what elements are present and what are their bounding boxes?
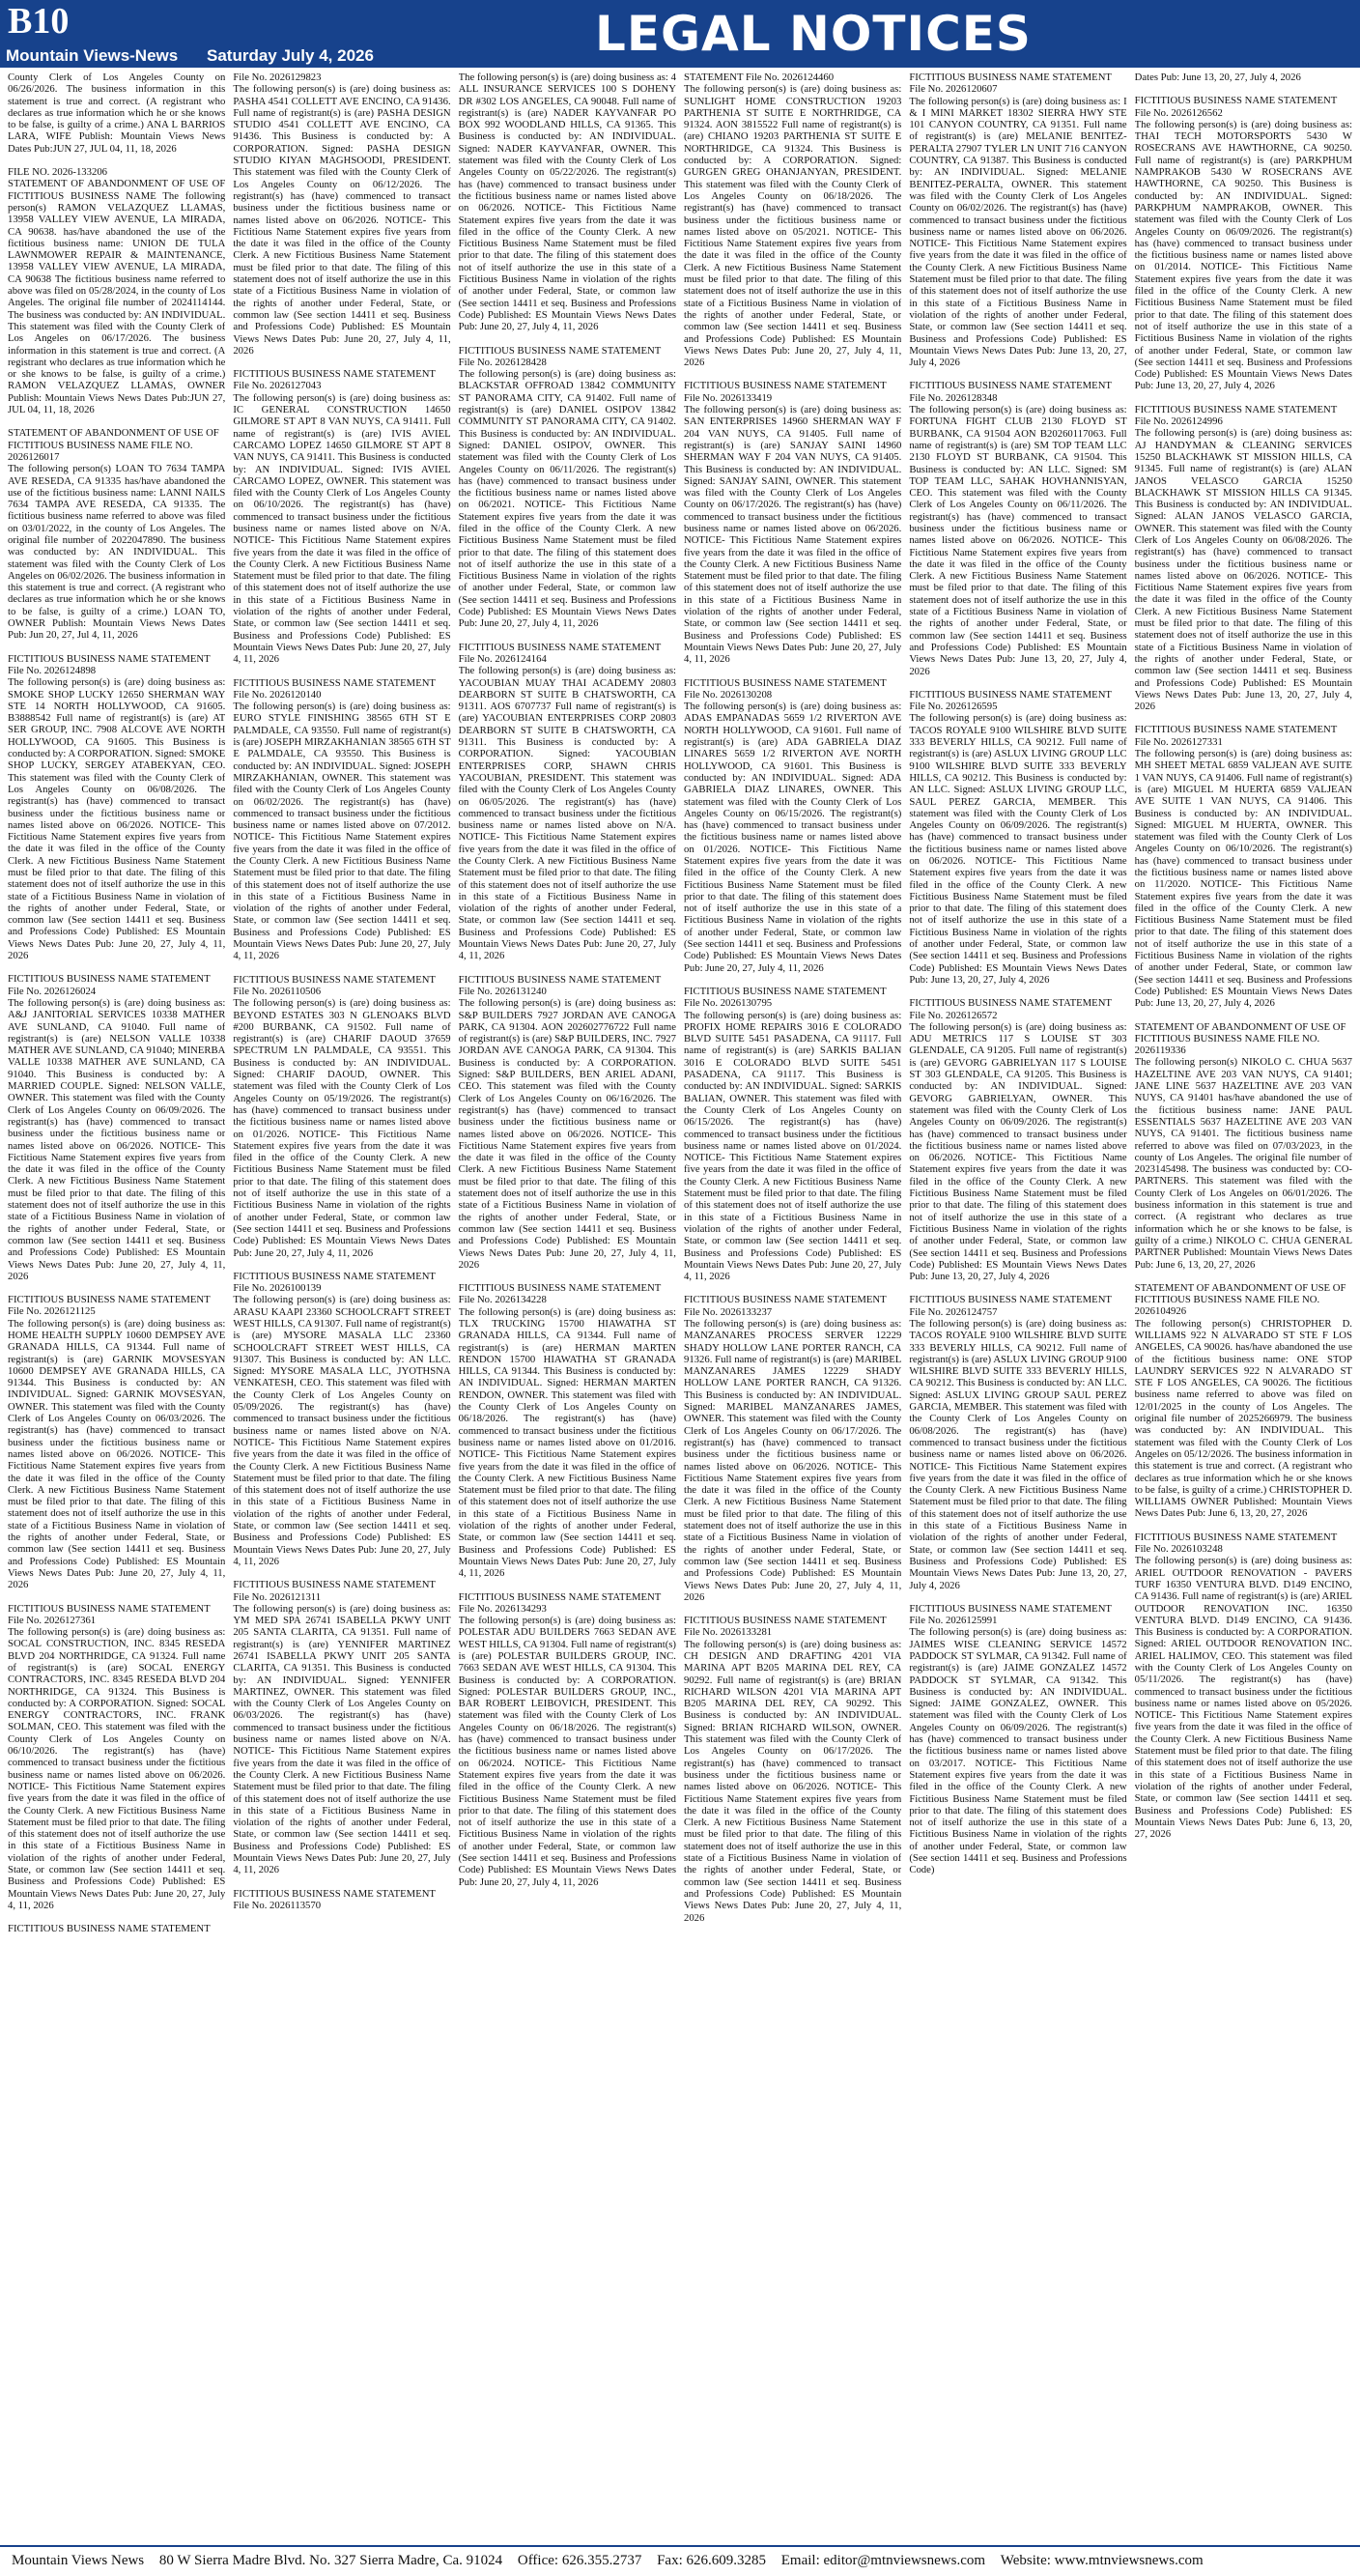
footer-paper: Mountain Views News [12, 2553, 145, 2568]
notice-body: The following person(s) LOAN TO 7634 TAMPA AVE RESEDA, CA 91335 has/have abandoned the use of the fictitious business name: LANNI NAILS 7634 TAMPA AVE RESEDA, CA 91335. The fictitious business name referred to above was filed on 03/01/2022, in the county of Los Angeles. The original file number of 2022047890. The business was conducted by: AN INDIVIDUAL. This statement was filed with the County Clerk of Los Angeles on 06/02/2026. The business information in this statement is true and correct. (A registrant who declares as true information which he or she knows to be false, is guilty of a crime.) LOAN TO, OWNER Publish: Mountain Views News Dates Pub: Jun 20, 27, Jul 4, 11, 2026 [8, 463, 226, 642]
notice-title: STATEMENT OF ABANDONMENT OF USE OF FICTITIOUS BUSINESS NAME FILE NO. 2026126017 [8, 427, 219, 463]
notice-body: The following person(s) is (are) doing business as: SOCAL CONSTRUCTION, INC. 8345 RESEDA BLVD 204 NORTHRIDGE, CA 91324. Full name of registrant(s) is (are) SOCAL ENERGY CONTRACTORS, INC. 8345 RESEDA BLVD 204 NORTHRIDGE, CA 91324. This Business is conducted by: A CORPORATION. Signed: SOCAL ENERGY CONTRACTORS, INC. FRANK SOLMAN, CEO. This statement was filed with the County Clerk of Los Angeles County on 06/10/2026. The registrant(s) has (have) commenced to transact business under the fictitious business name or names listed above on 06/2026. NOTICE- This Fictitious Name Statement expires five years from the date it was filed in the office of the County Clerk. A new Fictitious Business Name Statement must be filed prior to that date. The filing of this statement does not of itself authorize the use in this state of a Fictitious Business Name in violation of the rights of another under Federal, State, or common law (See section 14411 et seq. Business and Professions Code) Published: ES Mountain Views News Dates Pub: June 20, 27, July 4, 11, 2026 [8, 1626, 226, 1911]
legal-notice [233, 677, 450, 962]
notice-body: The following person(s) is (are) doing business as: FORTUNA FIGHT CLUB 2130 FLOYD ST BURBANK, CA 91504 AON B20260117063. Full name of registrant(s) is (are) SM TOP TEAM LLC 2130 FLOYD ST BURBANK, CA 91504. This Business is conducted by: AN LLC. Signed: SM TOP TEAM LLC, SAHAK HOVHANNISYAN, CEO. This statement was filed with the County Clerk of Los Angeles County on 06/11/2026. The registrant(s) has (have) commenced to transact business under the fictitious business name or names listed above on 06/2026. NOTICE- This Fictitious Name Statement expires five years from the date it was filed in the office of the County Clerk. A new Fictitious Business Name Statement must be filed prior to that date. The filing of this statement does not of itself authorize the use in this state of a Fictitious Business Name in violation of the rights of another under Federal, State, or common law (See section 14411 et seq. Business and Professions Code) Published: ES Mountain Views News Dates Pub: June 13, 20, 27, July 4, 2026 [909, 404, 1127, 677]
notice-title: FICTITIOUS BUSINESS NAME STATEMENT File No. 2026131240 [458, 973, 662, 997]
notice-body: The following person(s) is (are) doing business as: SMOKE SHOP LUCKY 12650 SHERMAN WAY STE 14 NORTH HOLLYWOOD, CA 91605. B3888542 Full name of registrant(s) is (are) AT SER GROUP, INC. 7908 ALCOVE AVE NORTH HOLLYWOOD, CA 91605. This Business is conducted by: A CORPORATION. Signed: SMOKE SHOP LUCKY, SERGEY ATABEKYAN, CEO. This statement was filed with the County Clerk of Los Angeles County on 06/08/2026. The registrant(s) has (have) commenced to transact business under the fictitious business name or names listed above on 06/2026. NOTICE- This Fictitious Name Statement expires five years from the date it was filed in the office of the County Clerk. A new Fictitious Business Name Statement must be filed prior to that date. The filing of this statement does not of itself authorize the use in this state of a Fictitious Business Name in violation of the rights of another under Federal, State, or common law (See section 14411 et seq. Business and Professions Code) Published: ES Mountain Views News Dates Pub: June 20, 27, July 4, 11, 2026 [8, 676, 226, 962]
legal-notice [8, 166, 225, 415]
legal-notice [8, 1294, 225, 1590]
footer-address: 80 W Sierra Madre Blvd. No. 327 Sierra Madre, Ca. 91024 [158, 2553, 503, 2568]
notice-title: STATEMENT OF ABANDONMENT OF USE OF FICTITIOUS BUSINESS NAME FILE NO. 2026104926 [1134, 1281, 1346, 1318]
notice-title: FICTITIOUS BUSINESS NAME STATEMENT File No. 2026120140 [233, 676, 436, 701]
notice-body: The following person(s) is (are) doing business as: I & I MINI MARKET 18302 SIERRA HWY STE 101 CANYON COUNTRY, CA 91351. Full name of registrant(s) is (are) MELANIE BENITEZ-PERALTA 27907 TYLER LN UNIT 716 CANYON COUNTRY, CA 91387. This Business is conducted by: AN INDIVIDUAL. Signed: MELANIE BENITEZ-PERALTA, OWNER. This statement was filed with the County Clerk of Los Angeles County on 06/02/2026. The registrant(s) has (have) commenced to transact business under the fictitious business name or names listed above on 06/2026. NOTICE- This Fictitious Name Statement expires five years from the date it was filed in the office of the County Clerk. A new Fictitious Business Name Statement must be filed prior to that date. The filing of this statement does not of itself authorize the use in this state of a Fictitious Business Name in violation of the rights of another under Federal, State, or common law (See section 14411 et seq. Business and Professions Code) Published: ES Mountain Views News Dates Pub: June 13, 20, 27, July 4, 2026 [909, 95, 1127, 369]
notice-body: The following person(s) NIKOLO C. CHUA 5637 HAZELTINE AVE 203 VAN NUYS, CA 91401; JANE LINE 5637 HAZELTINE AVE 203 VAN NUYS, CA 91401 has/have abandoned the use of the fictitious business name: JANE PAUL ESSENTIALS 5637 HAZELTINE AVE 203 VAN NUYS, CA 91401. The fictitious business name referred to above was filed on 07/03/2023, in the county of Los Angeles. The original file number of 2023145498. The business was conducted by: CO-PARTNERS. This statement was filed with the County Clerk of Los Angeles on 06/01/2026. The business information in this statement is true and correct. (A registrant who declares as true information which he or she knows to be false, is guilty of a crime.) NIKOLO C. CHUA GENERAL PARTNER Published: Mountain Views News Dates Pub: June 6, 13, 20, 27, 2026 [1134, 1056, 1352, 1271]
section-title: LEGAL NOTICES [595, 6, 1032, 62]
notice-body: The following person(s) is (are) doing business as: THAI TECH MOTORSPORTS 5430 W ROSECRANS AVE HAWTHORNE, CA 90250. Full name of registrant(s) is (are) PARKPHUM NAMPRAKOB 5430 W ROSECRANS AVE HAWTHORNE, CA 90250. This Business is conducted by: AN INDIVIDUAL. Signed: PARKPHUM NAMPRAKOB, OWNER. This statement was filed with the County Clerk of Los Angeles County on 06/09/2026. The registrant(s) has (have) commenced to transact business under the fictitious business name or names listed above on 01/2014. NOTICE- This Fictitious Name Statement expires five years from the date it was filed in the office of the County Clerk. A new Fictitious Business Name Statement must be filed prior to that date. The filing of this statement does not of itself authorize the use in this state of a Fictitious Business Name in violation of the rights of another under Federal, State, or common law (See section 14411 et seq. Business and Professions Code) Published: ES Mountain Views News Dates Pub: June 13, 20, 27, July 4, 2026 [1134, 118, 1352, 392]
notice-title: FICTITIOUS BUSINESS NAME STATEMENT File No. 2026126572 [909, 997, 1112, 1021]
notice-body: The following person(s) is (are) doing business as: JAIMES WISE CLEANING SERVICE 14572 PADDOCK ST SYLMAR, CA 91342. Full name of registrant(s) is (are) JAIME GONZALEZ 14572 PADDOCK ST SYLMAR, CA 91342. This Business is conducted by: AN INDIVIDUAL. Signed: JAIME GONZALEZ, OWNER. This statement was filed with the County Clerk of Los Angeles County on 06/09/2026. The registrant(s) has (have) commenced to transact business under the fictitious business name or names listed above on 03/2017. NOTICE- This Fictitious Name Statement expires five years from the date it was filed in the office of the County Clerk. A new Fictitious Business Name Statement must be filed prior to that date. The filing of this statement does not of itself authorize the use in this state of a Fictitious Business Name in violation of the rights of another under Federal, State, or common law (See section 14411 et seq. Business and Professions Code) [909, 1626, 1127, 1876]
notice-body: The following person(s) is (are) doing business as: CH DESIGN AND DRAFTING 4201 VIA MARINA APT B205 MARINA DEL REY, CA 90292. Full name of registrant(s) is (are) BRIAN RICHARD WILSON 4201 VIA MARINA APT B205 MARINA DEL REY, CA 90292. This Business is conducted by: AN INDIVIDUAL. Signed: BRIAN RICHARD WILSON, OWNER. This statement was filed with the County Clerk of Los Angeles County on 06/17/2026. The registrant(s) has (have) commenced to transact business under the fictitious business name or names listed above on 06/2026. NOTICE- This Fictitious Name Statement expires five years from the date it was filed in the office of the County Clerk. A new Fictitious Business Name Statement must be filed prior to that date. The filing of this statement does not of itself authorize the use in this state of a Fictitious Business Name in violation of the rights of another under Federal, State, or common law (See section 14411 et seq. Business and Professions Code) Published: ES Mountain Views News Dates Pub: June 20, 27, July 4, 11, 2026 [683, 1638, 902, 1924]
footer-website[interactable]: Website: www.mtnviewsnews.com [1000, 2553, 1204, 2568]
legal-notice [684, 986, 901, 1282]
notice-body: The following person(s) is (are) doing business as: MH SHEET METAL 6859 VALJEAN AVE SUITE 1 VAN NUYS, CA 91406. Full name of registrant(s) is (are) MIGUEL M HUERTA 6859 VALJEAN AVE SUITE 1 VAN NUYS, CA 91406. This Business is conducted by: AN INDIVIDUAL. Signed: MIGUEL M HUERTA, OWNER. This statement was filed with the County Clerk of Los Angeles County on 06/10/2026. The registrant(s) has (have) commenced to transact business under the fictitious business name or names listed above on 11/2020. NOTICE- This Fictitious Name Statement expires five years from the date it was filed in the office of the County Clerk. A new Fictitious Business Name Statement must be filed prior to that date. The filing of this statement does not of itself authorize the use in this state of a Fictitious Business Name in violation of the rights of another under Federal, State, or common law (See section 14411 et seq. Business and Professions Code) Published: ES Mountain Views News Dates Pub: June 13, 20, 27, July 4, 2026 [1134, 748, 1352, 1010]
footer-email[interactable]: Email: editor@mtnviewsnews.com [780, 2553, 986, 2568]
notice-body: The following person(s) is (are) doing business as: A&J JANITORIAL SERVICES 10338 MATHER AVE SUNLAND, CA 91040. Full name of registrant(s) is (are) NELSON VALLE 10338 MATHER AVE SUNLAND, CA 91040; MINERBA VALLE 10338 MATHER AVE SUNLAND, CA 91040. This Business is conducted by: A MARRIED COUPLE. Signed: NELSON VALLE, OWNER. This statement was filed with the County Clerk of Los Angeles County on 06/09/2026. The registrant(s) has (have) commenced to transact business under the fictitious business name or names listed above on 06/2026. NOTICE- This Fictitious Name Statement expires five years from the date it was filed in the office of the County Clerk. A new Fictitious Business Name Statement must be filed prior to that date. The filing of this statement does not of itself authorize the use in this state of a Fictitious Business Name in violation of the rights of another under Federal, State, or common law (See section 14411 et seq. Business and Professions Code) Published: ES Mountain Views News Dates Pub: June 20, 27, July 4, 11, 2026 [8, 996, 226, 1282]
notice-title: FICTITIOUS BUSINESS NAME STATEMENT File No. 2026124757 [909, 1294, 1112, 1318]
notice-title: FICTITIOUS BUSINESS NAME STATEMENT File No. 2026110506 [233, 973, 436, 997]
legal-notice [8, 427, 225, 641]
legal-notice [459, 974, 676, 1271]
masthead [0, 0, 1360, 68]
notice-title: FICTITIOUS BUSINESS NAME STATEMENT File No. 2026120607 [909, 72, 1112, 96]
notice-title: FICTITIOUS BUSINESS NAME STATEMENT File No. 2026127361 [8, 1602, 211, 1626]
notice-title: FICTITIOUS BUSINESS NAME STATEMENT File No. 2026124164 [458, 641, 662, 665]
notice-title: STATEMENT File No. 2026124460 [683, 72, 835, 83]
notice-title: FICTITIOUS BUSINESS NAME STATEMENT File No. 2026124898 [8, 652, 211, 676]
column-2 [233, 72, 450, 2543]
column-3 [459, 72, 676, 2543]
notice-title: FICTITIOUS BUSINESS NAME STATEMENT File No. 2026134293 [458, 1590, 662, 1615]
notice-body: The following person(s) is (are) doing business as: 4 ALL INSURANCE SERVICES 100 S DOHENY DR #302 LOS ANGELES, CA 90048. Full name of registrant(s) is (are) NADER KAYVANFAR PO BOX 992 WOODLAND HILLS, CA 91365. This Business is conducted by: AN INDIVIDUAL. Signed: NADER KAYVANFAR, OWNER. This statement was filed with the County Clerk of Los Angeles County on 05/22/2026. The registrant(s) has (have) commenced to transact business under the fictitious business name or names listed above on 06/2026. NOTICE- This Fictitious Name Statement expires five years from the date it was filed in the office of the County Clerk. A new Fictitious Business Name Statement must be filed prior to that date. The filing of this statement does not of itself authorize the use in this state of a Fictitious Business Name in violation of the rights of another under Federal, State, or common law (See section 14411 et seq. Business and Professions Code) Published: ES Mountain Views News Dates Pub: June 20, 27, July 4, 11, 2026 [458, 72, 676, 333]
legal-notice [459, 72, 676, 333]
notice-body: The following person(s) is (are) doing business as: BLACKSTAR OFFROAD 13842 COMMUNITY ST PANORAMA CITY, CA 91402. Full name of registrant(s) is (are) DANIEL OSIPOV 13842 COMMUNITY ST PANORAMA CITY, CA 91402. This Business is conducted by: AN INDIVIDUAL. Signed: DANIEL OSIPOV, OWNER. This statement was filed with the County Clerk of Los Angeles County on 06/11/2026. The registrant(s) has (have) commenced to transact business under the fictitious business name or names listed above on 06/2021. NOTICE- This Fictitious Name Statement expires five years from the date it was filed in the office of the County Clerk. A new Fictitious Business Name Statement must be filed prior to that date. The filing of this statement does not of itself authorize the use in this state of a Fictitious Business Name in violation of the rights of another under Federal, State, or common law (See section 14411 et seq. Business and Professions Code) Published: ES Mountain Views News Dates Pub: June 20, 27, July 4, 11, 2026 [458, 368, 676, 630]
legal-notice [684, 677, 901, 974]
notice-body: Dates Pub: June 13, 20, 27, July 4, 2026 [1134, 72, 1301, 83]
notice-body: The following person(s) CHRISTOPHER D. WILLIAMS 922 N ALVARADO ST STE F LOS ANGELES, CA 90026. has/have abandoned the use of the fictitious business name: ONE STOP LAUNDRY SERVICES 922 N ALVARADO ST STE F LOS ANGELES, CA 90026. The fictitious business name referred to above was filed on 12/01/2025 in the county of Los Angeles. The original file number of 2025266979. The business was conducted by: AN INDIVIDUAL. This statement was filed with the County Clerk of Los Angeles on 05/12/2026. The business information in this statement is true and correct. (A registrant who declares as true information which he or she knows to be false, is guilty of a crime.) CHRISTOPHER D. WILLIAMS OWNER Published: Mountain Views News Dates Pub: June 6, 13, 20, 27, 2026 [1134, 1317, 1352, 1520]
legal-notice [1135, 1282, 1352, 1520]
notice-title: STATEMENT OF ABANDONMENT OF USE OF FICTITIOUS BUSINESS NAME FILE NO. 2026119336 [1134, 1020, 1346, 1057]
legal-notice [459, 642, 676, 962]
notice-body: STATEMENT OF ABANDONMENT OF USE OF FICTITIOUS BUSINESS NAME The following person(s) RAMON VELAZQUEZ LLAMAS, 13958 VALLEY VIEW AVENUE, LA MIRADA, CA 90638. has/have abandoned the use of the fictitious business name: UNION DE TULA LAWNMOWER REPAIR & MAINTENANCE, 13958 VALLEY VIEW AVENUE, LA MIRADA, CA 90638 The fictitious business name referred to above was filed on 05/28/2024, in the county of Los Angeles. The original file number of 2024114144. The business was conducted by: AN INDIVIDUAL. This statement was filed with the County Clerk of Los Angeles on 06/17/2026. The business information in this statement is true and correct. (A registrant who declares as true information which he or she knows to be false, is guilty of a crime.) RAMON VELAZQUEZ LLAMAS, OWNER Publish: Mountain Views News Dates Pub:JUN 27, JUL 04, 11, 18, 2026 [8, 178, 226, 416]
notice-body: The following person(s) is (are) doing business as: POLESTAR ADU BUILDERS 7663 SEDAN AVE WEST HILLS, CA 91304. Full name of registrant(s) is (are) POLESTAR BUILDERS GROUP, INC. 7663 SEDAN AVE WEST HILLS, CA 91304. This Business is conducted by: A CORPORATION. Signed: POLESTAR BUILDERS GROUP, INC., BAR ROBERT LEIBOVICH, PRESIDENT. This statement was filed with the County Clerk of Los Angeles County on 06/18/2026. The registrant(s) has (have) commenced to transact business under the fictitious business name or names listed above on 06/2024. NOTICE- This Fictitious Name Statement expires five years from the date it was filed in the office of the County Clerk. A new Fictitious Business Name Statement must be filed prior to that date. The filing of this statement does not of itself authorize the use in this state of a Fictitious Business Name in violation of the rights of another under Federal, State, or common law (See section 14411 et seq. Business and Professions Code) Published: ES Mountain Views News Dates Pub: June 20, 27, July 4, 11, 2026 [458, 1615, 676, 1888]
page-number: B10 [8, 1, 70, 42]
notice-body: The following person(s) is (are) doing business as: SAN ENTERPRISES 14960 SHERMAN WAY F 204 VAN NUYS, CA 91405. Full name of registrant(s) is (are) SANJAY SAINI 14960 SHERMAN WAY F 204 VAN NUYS, CA 91405. This Business is conducted by: AN INDIVIDUAL. Signed: SANJAY SAINI, OWNER. This statement was filed with the County Clerk of Los Angeles County on 06/17/2026. The registrant(s) has (have) commenced to transact business under the fictitious business name or names listed above on 06/2026. NOTICE- This Fictitious Name Statement expires five years from the date it was filed in the office of the County Clerk. A new Fictitious Business Name Statement must be filed prior to that date. The filing of this statement does not of itself authorize the use in this state of a Fictitious Business Name in violation of the rights of another under Federal, State, or common law (See section 14411 et seq. Business and Professions Code) Published: ES Mountain Views News Dates Pub: June 20, 27, July 4, 11, 2026 [683, 404, 902, 666]
notice-title: FICTITIOUS BUSINESS NAME STATEMENT File No. 2026121311 [233, 1579, 436, 1603]
legal-notice [8, 72, 225, 155]
notice-body: The following person(s) is (are) doing business as: EURO STYLE FINISHING 38565 6TH ST E PALMDALE, CA 93550. Full name of registrant(s) is (are) JOSEPH MIRZAKHANIAN 38565 6TH ST E PALMDALE, CA 93550. This Business is conducted by: AN INDIVIDUAL. Signed: JOSEPH MIRZAKHANIAN, OWNER. This statement was filed with the County Clerk of Los Angeles County on 06/02/2026. The registrant(s) has (have) commenced to transact business under the fictitious business name or names listed above on 07/2012. NOTICE- This Fictitious Name Statement expires five years from the date it was filed in the office of the County Clerk. A new Fictitious Business Name Statement must be filed prior to that date. The filing of this statement does not of itself authorize the use in this state of a Fictitious Business Name in violation of the rights of another under Federal, State, or common law (See section 14411 et seq. Business and Professions Code) Published: ES Mountain Views News Dates Pub: June 20, 27, July 4, 11, 2026 [233, 701, 451, 962]
notice-title: FICTITIOUS BUSINESS NAME STATEMENT File No. 2026121125 [8, 1294, 211, 1318]
legal-notice [459, 1282, 676, 1579]
notice-title: FICTITIOUS BUSINESS NAME STATEMENT File No. 2026103248 [1134, 1531, 1338, 1556]
issue-date: Saturday July 4, 2026 [207, 46, 374, 65]
notice-body: The following person(s) is (are) doing business as: ARASU KAAPI 23360 SCHOOLCRAFT STREET WEST HILLS, CA 91307. Full name of registrant(s) is (are) MYSORE MASALA LLC 23360 SCHOOLCRAFT STREET WEST HILLS, CA 91307. This Business is conducted by: AN LLC. Signed: MYSORE MASALA LLC, JYOTHSNA VENKATESH, CEO. This statement was filed with the County Clerk of Los Angeles County on 05/09/2026. The registrant(s) has (have) commenced to transact business under the fictitious business name or names listed above on N/A. NOTICE- This Fictitious Name Statement expires five years from the date it was filed in the office of the County Clerk. A new Fictitious Business Name Statement must be filed prior to that date. The filing of this statement does not of itself authorize the use in this state of a Fictitious Business Name in violation of the rights of another under Federal, State, or common law (See section 14411 et seq. Business and Professions Code) Published: ES Mountain Views News Dates Pub: June 20, 27, July 4, 11, 2026 [233, 1294, 451, 1567]
column-1 [8, 72, 225, 2543]
footer-fax: Fax: 626.609.3285 [657, 2553, 766, 2568]
notice-title: File No. 2026129823 [233, 72, 322, 83]
legal-notice [909, 1603, 1126, 1876]
column-6 [1135, 72, 1352, 2543]
notice-body: The following person(s) is (are) doing business as: TACOS ROYALE 9100 WILSHIRE BLVD SUITE 333 BEVERLY HILLS, CA 90212. Full name of registrant(s) is (are) ASLUX LIVING GROUP 9100 WILSHIRE BLVD SUITE 333 BEVERLY HILLS, CA 90212. This Business is conducted by: AN LLC. Signed: ASLUX LIVING GROUP SAUL PEREZ GARCIA, MEMBER. This statement was filed with the County Clerk of Los Angeles County on 06/08/2026. The registrant(s) has (have) commenced to transact business under the fictitious business name or names listed above on 06/2026. NOTICE- This Fictitious Name Statement expires five years from the date it was filed in the office of the County Clerk. A new Fictitious Business Name Statement must be filed prior to that date. The filing of this statement does not of itself authorize the use in this state of a Fictitious Business Name in violation of the rights of another under Federal, State, or common law (See section 14411 et seq. Business and Professions Code) Published: ES Mountain Views News Dates Pub: June 13, 20, 27, July 4, 2026 [909, 1317, 1127, 1591]
notice-body: The following person(s) is (are) doing business as: IC GENERAL CONSTRUCTION 14650 GILMORE ST APT 8 VAN NUYS, CA 91411. Full name of registrant(s) is (are) IVIS AVIEL CARCAMO LOPEZ 14650 GILMORE ST APT 8 VAN NUYS, CA 91411. This Business is conducted by: AN INDIVIDUAL. Signed: IVIS AVIEL CARCAMO LOPEZ, OWNER. This statement was filed with the County Clerk of Los Angeles County on 06/10/2026. The registrant(s) has (have) commenced to transact business under the fictitious business name or names listed above on N/A. NOTICE- This Fictitious Name Statement expires five years from the date it was filed in the office of the County Clerk. A new Fictitious Business Name Statement must be filed prior to that date. The filing of this statement does not of itself authorize the use in this state of a Fictitious Business Name in violation of the rights of another under Federal, State, or common law (See section 14411 et seq. Business and Professions Code) Published: ES Mountain Views News Dates Pub: June 20, 27, July 4, 11, 2026 [233, 391, 451, 666]
legal-notice [1135, 95, 1352, 391]
legal-notice [8, 1923, 225, 1934]
legal-notice [1135, 1021, 1352, 1271]
footer [0, 2545, 1360, 2576]
legal-notice [233, 974, 450, 1259]
paper-name: Mountain Views-News [6, 46, 179, 65]
notice-title: FICTITIOUS BUSINESS NAME STATEMENT [8, 1923, 211, 1935]
notice-title: FICTITIOUS BUSINESS NAME STATEMENT File No. 2026127331 [1134, 724, 1338, 748]
notice-body: County Clerk of Los Angeles County on 06/26/2026. The business information in this statement is true and correct. (A registrant who declares as true information which he or she knows to be false, is guilty of a crime.) ANA L BARRIOS LARA, WIFE Publish: Mountain Views News Dates Pub:JUN 27, JUL 04, 11, 18, 2026 [8, 72, 226, 155]
legal-notice [909, 72, 1126, 368]
notice-body: The following person(s) is (are) doing business as: YACOUBIAN MUAY THAI ACADEMY 20803 DEARBORN ST SUITE B CHATSWORTH, CA 91311. AOS 6707737 Full name of registrant(s) is (are) YACOUBIAN ENTERPRISES CORP 20803 DEARBORN ST SUITE B CHATSWORTH, CA 91311. This Business is conducted by: A CORPORATION. Signed: YACOUBIAN ENTERPRISES CORP, SHAWN CHRIS YACOUBIAN, PRESIDENT. This statement was filed with the County Clerk of Los Angeles County on 06/05/2026. The registrant(s) has (have) commenced to transact business under the fictitious business name or names listed above on N/A. NOTICE- This Fictitious Name Statement expires five years from the date it was filed in the office of the County Clerk. A new Fictitious Business Name Statement must be filed prior to that date. The filing of this statement does not of itself authorize the use in this state of a Fictitious Business Name in violation of the rights of another under Federal, State, or common law (See section 14411 et seq. Business and Professions Code) Published: ES Mountain Views News Dates Pub: June 20, 27, July 4, 11, 2026 [458, 665, 676, 962]
legal-notice [8, 973, 225, 1282]
notice-body: The following person(s) is (are) doing business as: ADAS EMPANADAS 5659 1/2 RIVERTON AVE NORTH HOLLYWOOD, CA 91601. Full name of registrant(s) is (are) ADA GABRIELA DIAZ LINARES 5659 1/2 RIVERTON AVE NORTH HOLLYWOOD, CA 91601. This Business is conducted by: AN INDIVIDUAL. Signed: ADA GABRIELA DIAZ LINARES, OWNER. This statement was filed with the County Clerk of Los Angeles County on 06/15/2026. The registrant(s) has (have) commenced to transact business under the fictitious business name or names listed above on 01/2026. NOTICE- This Fictitious Name Statement expires five years from the date it was filed in the office of the County Clerk. A new Fictitious Business Name Statement must be filed prior to that date. The filing of this statement does not of itself authorize the use in this state of a Fictitious Business Name in violation of the rights of another under Federal, State, or common law (See section 14411 et seq. Business and Professions Code) Published: ES Mountain Views News Dates Pub: June 20, 27, July 4, 11, 2026 [683, 701, 902, 974]
notice-body: The following person(s) is (are) doing business as: TLX TRUCKING 15700 HIAWATHA ST GRANADA HILLS, CA 91344. Full name of registrant(s) is (are) HERMAN MARTEN RENDON 15700 HIAWATHA ST GRANADA HILLS, CA 91344. This Business is conducted by: AN INDIVIDUAL. Signed: HERMAN MARTEN RENDON, OWNER. This statement was filed with the County Clerk of Los Angeles County on 06/18/2026. The registrant(s) has (have) commenced to transact business under the fictitious business name or names listed above on 01/2016. NOTICE- This Fictitious Name Statement expires five years from the date it was filed in the office of the County Clerk. A new Fictitious Business Name Statement must be filed prior to that date. The filing of this statement does not of itself authorize the use in this state of a Fictitious Business Name in violation of the rights of another under Federal, State, or common law (See section 14411 et seq. Business and Professions Code) Published: ES Mountain Views News Dates Pub: June 20, 27, July 4, 11, 2026 [458, 1305, 676, 1580]
legal-notice [1135, 72, 1352, 83]
notice-title: FICTITIOUS BUSINESS NAME STATEMENT File No. 2026134228 [458, 1282, 662, 1306]
notice-title: FICTITIOUS BUSINESS NAME STATEMENT File No. 2026126562 [1134, 95, 1338, 119]
notice-body: The following person(s) is (are) doing business as: PASHA 4541 COLLETT AVE ENCINO, CA 91436. Full name of registrant(s) is (are) PASHA DESIGN STUDIO 4541 COLLETT AVE ENCINO, CA 91436. This Business is conducted by: A CORPORATION. Signed: PASHA DESIGN STUDIO KIYAN MAGHSOODI, PRESIDENT. This statement was filed with the County Clerk of Los Angeles County on 06/12/2026. The registrant(s) has (have) commenced to transact business under the fictitious business name or names listed above on 06/2026. NOTICE- This Fictitious Name Statement expires five years from the date it was filed in the office of the County Clerk. A new Fictitious Business Name Statement must be filed prior to that date. The filing of this statement does not of itself authorize the use in this state of a Fictitious Business Name in violation of the rights of another under Federal, State, or common law (See section 14411 et seq. Business and Professions Code) Published: ES Mountain Views News Dates Pub: June 20, 27, July 4, 11, 2026 [233, 83, 451, 357]
notice-body: The following person(s) is (are) doing business as: BEYOND ESTATES 303 N GLENOAKS BLVD #200 BURBANK, CA 91502. Full name of registrant(s) is (are) CHARIF DAOUD 37659 SPECTRUM LN PALMDALE, CA 93551. This Business is conducted by: AN INDIVIDUAL. Signed: CHARIF DAOUD, OWNER. This statement was filed with the County Clerk of Los Angeles County on 05/19/2026. The registrant(s) has (have) commenced to transact business under the fictitious business name or names listed above on 01/2026. NOTICE- This Fictitious Name Statement expires five years from the date it was filed in the office of the County Clerk. A new Fictitious Business Name Statement must be filed prior to that date. The filing of this statement does not of itself authorize the use in this state of a Fictitious Business Name in violation of the rights of another under Federal, State, or common law (See section 14411 et seq. Business and Professions Code) Published: ES Mountain Views News Dates Pub: June 20, 27, July 4, 11, 2026 [233, 997, 451, 1259]
legal-notice [233, 368, 450, 665]
notice-body: The following person(s) is (are) doing business as: ARIEL OUTDOOR RENOVATION - PAVERS TURF 16350 VENTURA BLVD. D149 ENCINO, CA 91436. Full name of registrant(s) is (are) ARIEL OUTDOOR RENOVATION INC. 16350 VENTURA BLVD. D149 ENCINO, CA 91436. This Business is conducted by: A CORPORATION. Signed: ARIEL OUTDOOR RENOVATION INC. ARIEL HALIMOV, CEO. This statement was filed with the County Clerk of Los Angeles County on 05/11/2026. The registrant(s) has (have) commenced to transact business under the fictitious business name or names listed above on 05/2026. NOTICE- This Fictitious Name Statement expires five years from the date it was filed in the office of the County Clerk. A new Fictitious Business Name Statement must be filed prior to that date. The filing of this statement does not of itself authorize the use in this state of a Fictitious Business Name in violation of the rights of another under Federal, State, or common law (See section 14411 et seq. Business and Professions Code) Published: ES Mountain Views News Dates Pub: June 6, 13, 20, 27, 2026 [1134, 1555, 1352, 1841]
legal-notice [909, 380, 1126, 676]
notice-title: FICTITIOUS BUSINESS NAME STATEMENT File No. 2026100139 [233, 1270, 436, 1295]
notice-body: The following person(s) is (are) doing business as: PROFIX HOME REPAIRS 3016 E COLORADO BLVD SUITE 5451 PASADENA, CA 91117. Full name of registrant(s) is (are) SARKIS BALIAN 3016 E COLORADO BLVD SUITE 5451 PASADENA, CA 91117. This Business is conducted by: AN INDIVIDUAL. Signed: SARKIS BALIAN, OWNER. This statement was filed with the County Clerk of Los Angeles County on 06/15/2026. The registrant(s) has (have) commenced to transact business under the fictitious business name or names listed above on 01/2024. NOTICE- This Fictitious Name Statement expires five years from the date it was filed in the office of the County Clerk. A new Fictitious Business Name Statement must be filed prior to that date. The filing of this statement does not of itself authorize the use in this state of a Fictitious Business Name in violation of the rights of another under Federal, State, or common law (See section 14411 et seq. Business and Professions Code) Published: ES Mountain Views News Dates Pub: June 20, 27, July 4, 11, 2026 [683, 1009, 902, 1283]
legal-notice [459, 345, 676, 630]
legal-notice [8, 1603, 225, 1912]
column-5 [909, 72, 1126, 2543]
notice-body: The following person(s) is (are) doing business as: YM MED SPA 26741 ISABELLA PKWY UNIT 205 SANTA CLARITA, CA 91351. Full name of registrant(s) is (are) YENNIFER MARTINEZ 26741 ISABELLA PKWY UNIT 205 SANTA CLARITA, CA 91351. This Business is conducted by: AN INDIVIDUAL. Signed: YENNIFER MARTINEZ, OWNER. This statement was filed with the County Clerk of Los Angeles County on 06/03/2026. The registrant(s) has (have) commenced to transact business under the fictitious business name or names listed above on N/A. NOTICE- This Fictitious Name Statement expires five years from the date it was filed in the office of the County Clerk. A new Fictitious Business Name Statement must be filed prior to that date. The filing of this statement does not of itself authorize the use in this state of a Fictitious Business Name in violation of the rights of another under Federal, State, or common law (See section 14411 et seq. Business and Professions Code) Published: ES Mountain Views News Dates Pub: June 20, 27, July 4, 11, 2026 [233, 1602, 451, 1876]
legal-notice [1135, 404, 1352, 713]
notice-title: FICTITIOUS BUSINESS NAME STATEMENT File No. 2026113570 [233, 1887, 436, 1911]
legal-notice [233, 72, 450, 357]
notice-title: FICTITIOUS BUSINESS NAME STATEMENT File No. 2026133419 [683, 380, 887, 404]
footer-office: Office: 626.355.2737 [517, 2553, 642, 2568]
notice-title: FICTITIOUS BUSINESS NAME STATEMENT File No. 2026133237 [683, 1294, 887, 1318]
legal-notice [233, 1579, 450, 1875]
notice-title: FICTITIOUS BUSINESS NAME STATEMENT File No. 2026130795 [683, 985, 887, 1010]
notice-title: FICTITIOUS BUSINESS NAME STATEMENT File No. 2026133281 [683, 1615, 887, 1639]
notice-title: FICTITIOUS BUSINESS NAME STATEMENT File No. 2026128428 [458, 344, 662, 368]
legal-notice [909, 1294, 1126, 1590]
notice-title: FILE NO. 2026-133206 [8, 166, 108, 179]
notice-body: The following person(s) is (are) doing business as: AJ HANDYMAN & CLEANING SERVICES 15250 BLACKHAWK ST MISSION HILLS, CA 91345. Full name of registrant(s) is (are) ALAN JANOS VELASCO GARCIA 15250 BLACKHAWK ST MISSION HILLS CA 91345. This Business is conducted by: AN INDIVIDUAL. Signed: ALAN JANOS VELASCO GARCIA, OWNER. This statement was filed with the County Clerk of Los Angeles County on 06/08/2026. The registrant(s) has (have) commenced to transact business under the fictitious business name or names listed above on 06/2026. NOTICE- This Fictitious Name Statement expires five years from the date it was filed in the office of the County Clerk. A new Fictitious Business Name Statement must be filed prior to that date. The filing of this statement does not of itself authorize the use in this state of a Fictitious Business Name in violation of the rights of another under Federal, State, or common law (See section 14411 et seq. Business and Professions Code) Published: ES Mountain Views News Dates Pub: June 13, 20, 27, July 4, 2026 [1134, 427, 1352, 713]
legal-notice [1135, 1531, 1352, 1841]
legal-notice [8, 653, 225, 962]
legal-notice [684, 1615, 901, 1924]
notice-body: The following person(s) is (are) doing business as: S&P BUILDERS 7927 JORDAN AVE CANOGA PARK, CA 91304. AON 202602776722 Full name of registrant(s) is (are) S&P BUILDERS, INC. 7927 JORDAN AVE CANOGA PARK, CA 91304. This Business is conducted by: A CORPORATION. Signed: S&P BUILDERS, BEN ARIEL ADANI, CEO. This statement was filed with the County Clerk of Los Angeles County on 06/16/2026. The registrant(s) has (have) commenced to transact business under the fictitious business name or names listed above on 06/2026. NOTICE- This Fictitious Name Statement expires five years from the date it was filed in the office of the County Clerk. A new Fictitious Business Name Statement must be filed prior to that date. The filing of this statement does not of itself authorize the use in this state of a Fictitious Business Name in violation of the rights of another under Federal, State, or common law (See section 14411 et seq. Business and Professions Code) Published: ES Mountain Views News Dates Pub: June 20, 27, July 4, 11, 2026 [458, 997, 676, 1271]
notice-title: FICTITIOUS BUSINESS NAME STATEMENT File No. 2026130208 [683, 676, 887, 701]
legal-notice [909, 689, 1126, 986]
notice-title: FICTITIOUS BUSINESS NAME STATEMENT File No. 2026124996 [1134, 403, 1338, 428]
notice-columns [8, 72, 1352, 2543]
legal-notice [459, 1591, 676, 1888]
legal-notice [909, 997, 1126, 1282]
legal-notice [1135, 724, 1352, 1009]
notice-body: The following person(s) is (are) doing business as: TACOS ROYALE 9100 WILSHIRE BLVD SUITE 333 BEVERLY HILLS, CA 90212. Full name of registrant(s) is (are) ASLUX LIVING GROUP LLC 9100 WILSHIRE BLVD SUITE 333 BEVERLY HILLS, CA 90212. This Business is conducted by: AN LLC. Signed: ASLUX LIVING GROUP LLC, SAUL PEREZ GARCIA, MEMBER. This statement was filed with the County Clerk of Los Angeles County on 06/09/2026. The registrant(s) has (have) commenced to transact business under the fictitious business name or names listed above on 06/2026. NOTICE- This Fictitious Name Statement expires five years from the date it was filed in the office of the County Clerk. A new Fictitious Business Name Statement must be filed prior to that date. The filing of this statement does not of itself authorize the use in this state of a Fictitious Business Name in violation of the rights of another under Federal, State, or common law (See section 14411 et seq. Business and Professions Code) Published: ES Mountain Views News Dates Pub: June 13, 20, 27, July 4, 2026 [909, 712, 1127, 986]
notice-title: FICTITIOUS BUSINESS NAME STATEMENT File No. 2026126595 [909, 688, 1112, 713]
legal-notice [233, 1271, 450, 1567]
notice-body: The following person(s) is (are) doing business as: MANZANARES PROCESS SERVER 12229 SHADY HOLLOW LANE PORTER RANCH, CA 91326. Full name of registrant(s) is (are) MARIBEL MANZANARES JAMES 12229 SHADY HOLLOW LANE PORTER RANCH, CA 91326. This Business is conducted by: AN INDIVIDUAL. Signed: MARIBEL MANZANARES JAMES, OWNER. This statement was filed with the County Clerk of Los Angeles County on 06/17/2026. The registrant(s) has (have) commenced to transact business under the fictitious business name or names listed above on 06/2026. NOTICE- This Fictitious Name Statement expires five years from the date it was filed in the office of the County Clerk. A new Fictitious Business Name Statement must be filed prior to that date. The filing of this statement does not of itself authorize the use in this state of a Fictitious Business Name in violation of the rights of another under Federal, State, or common law (See section 14411 et seq. Business and Professions Code) Published: ES Mountain Views News Dates Pub: June 20, 27, July 4, 11, 2026 [683, 1317, 902, 1603]
notice-title: FICTITIOUS BUSINESS NAME STATEMENT File No. 2026125991 [909, 1602, 1112, 1627]
notice-title: FICTITIOUS BUSINESS NAME STATEMENT File No. 2026126024 [8, 973, 211, 997]
notice-title: FICTITIOUS BUSINESS NAME STATEMENT File No. 2026127043 [233, 368, 436, 392]
notice-body: The following person(s) is (are) doing business as: HOME HEALTH SUPPLY 10600 DEMPSEY AVE GRANADA HILLS, CA 91344. Full name of registrant(s) is (are) GARNIK MOVSESYAN 10600 DEMPSEY AVE GRANADA HILLS, CA 91344. This Business is conducted by: AN INDIVIDUAL. Signed: GARNIK MOVSESYAN, OWNER. This statement was filed with the County Clerk of Los Angeles County on 06/03/2026. The registrant(s) has (have) commenced to transact business under the fictitious business name or names listed above on 06/2026. NOTICE- This Fictitious Name Statement expires five years from the date it was filed in the office of the County Clerk. A new Fictitious Business Name Statement must be filed prior to that date. The filing of this statement does not of itself authorize the use in this state of a Fictitious Business Name in violation of the rights of another under Federal, State, or common law (See section 14411 et seq. Business and Professions Code) Published: ES Mountain Views News Dates Pub: June 20, 27, July 4, 11, 2026 [8, 1317, 226, 1591]
legal-notice [684, 380, 901, 665]
legal-notice [684, 1294, 901, 1603]
notice-body: The following person(s) is (are) doing business as: ADU METRICS 117 S LOUISE ST 303 GLENDALE, CA 91205. Full name of registrant(s) is (are) GEVORG GABRIELYAN 117 S LOUISE ST 303 GLENDALE, CA 91205. This Business is conducted by: AN INDIVIDUAL. Signed: GEVORG GABRIELYAN, OWNER. This statement was filed with the County Clerk of Los Angeles County on 06/09/2026. The registrant(s) has (have) commenced to transact business under the fictitious business name or names listed above on 06/2026. NOTICE- This Fictitious Name Statement expires five years from the date it was filed in the office of the County Clerk. A new Fictitious Business Name Statement must be filed prior to that date. The filing of this statement does not of itself authorize the use in this state of a Fictitious Business Name in violation of the rights of another under Federal, State, or common law (See section 14411 et seq. Business and Professions Code) Published: ES Mountain Views News Dates Pub: June 13, 20, 27, July 4, 2026 [909, 1020, 1127, 1283]
legal-notice [684, 72, 901, 368]
notice-title: FICTITIOUS BUSINESS NAME STATEMENT File No. 2026128348 [909, 380, 1112, 404]
column-4 [684, 72, 901, 2543]
notice-body: The following person(s) is (are) doing business as: SUNLIGHT HOME CONSTRUCTION 19203 PARTHENIA ST SUITE E NORTHRIDGE, CA 91324. AON 3815522 Full name of registrant(s) is (are) CHIANO 19203 PARTHENIA ST SUITE E NORTHRIDGE, CA 91324. This Business is conducted by: A CORPORATION. Signed: GURGEN GREG OHANJANYAN, PRESIDENT. This statement was filed with the County Clerk of Los Angeles County on 06/18/2026. The registrant(s) has (have) commenced to transact business under the fictitious business name or names listed above on 05/2021. NOTICE- This Fictitious Name Statement expires five years from the date it was filed in the office of the County Clerk. A new Fictitious Business Name Statement must be filed prior to that date. The filing of this statement does not of itself authorize the use in this state of a Fictitious Business Name in violation of the rights of another under Federal, State, or common law (See section 14411 et seq. Business and Professions Code) Published: ES Mountain Views News Dates Pub: June 20, 27, July 4, 11, 2026 [683, 83, 902, 369]
legal-notice [233, 1888, 450, 1912]
